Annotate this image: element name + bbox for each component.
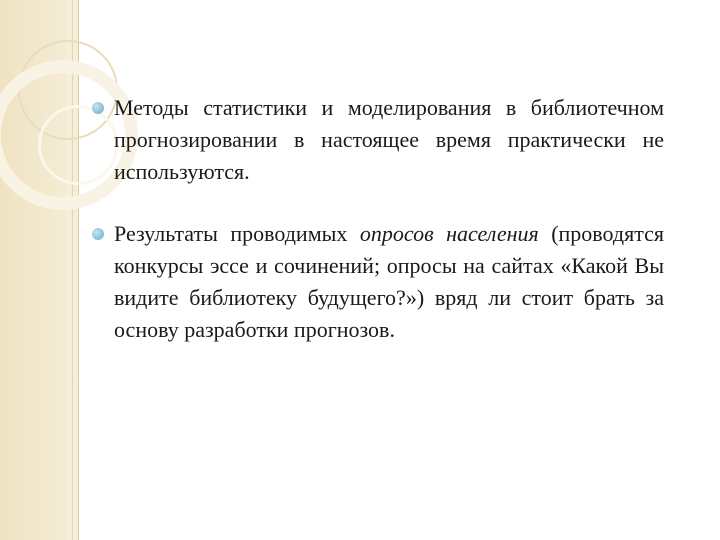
- bullet-text-start: Результаты проводимых: [114, 221, 360, 246]
- bullet-text: Методы статистики и моделирования в библиотечном прогнозировании в настоящее время практически не используются.: [114, 95, 664, 184]
- bullet-dot-icon: [92, 102, 104, 114]
- bullet-item: [92, 92, 664, 188]
- bullet-text-emphasis: опросов населения: [359, 221, 539, 246]
- bullet-list: [92, 92, 664, 346]
- bullet-text-end: (проводятся конкурсы эссе и сочинений; опросы на сайтах «Какой Вы видите библиотеку будущего?») вряд ли стоит брать за основу разработки прогнозов.: [114, 221, 664, 342]
- bullet-dot-icon: [92, 228, 104, 240]
- bullet-item: [92, 218, 664, 346]
